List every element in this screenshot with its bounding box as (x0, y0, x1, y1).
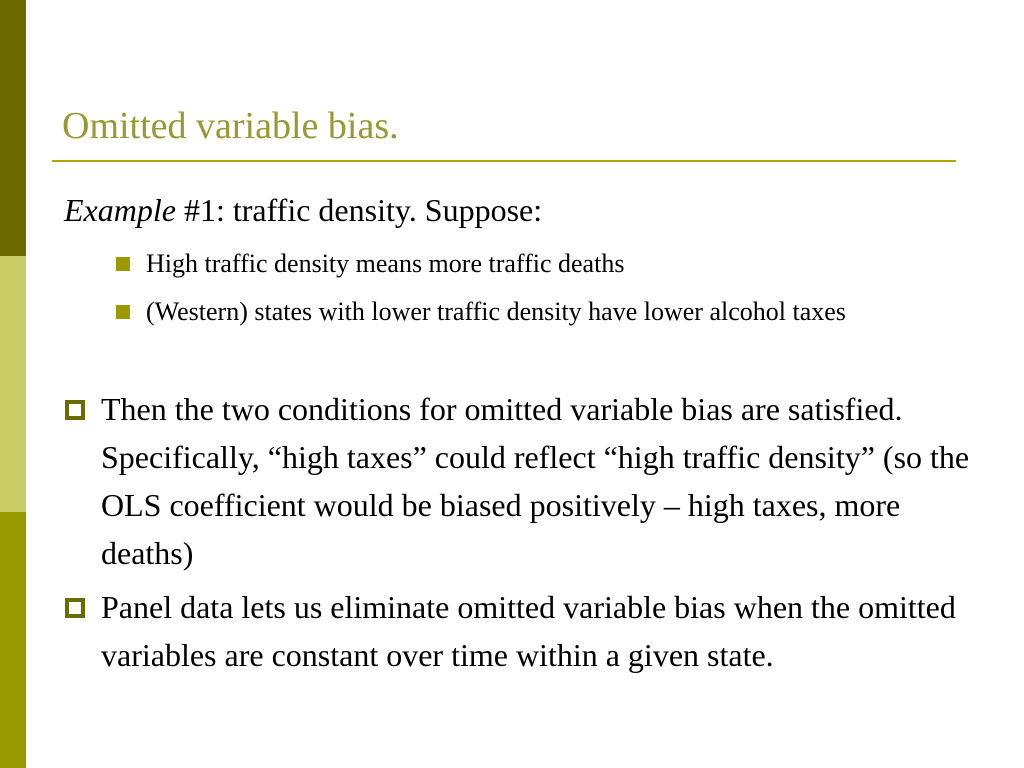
sub-bullet-list (116, 243, 976, 339)
side-bar-middle (0, 256, 26, 512)
main-bullet-item (64, 385, 984, 577)
intro-line (64, 188, 542, 232)
side-bar-top (0, 0, 26, 256)
title-divider (52, 160, 956, 162)
main-bullet-item (64, 583, 984, 679)
intro-text: #1: traffic density. Suppose: (175, 192, 543, 228)
sub-bullet-item (116, 243, 976, 285)
filled-square-bullet-icon (116, 257, 130, 271)
side-bar-bottom (0, 512, 26, 768)
hollow-square-bullet-icon (65, 400, 85, 420)
slide-title: Omitted variable bias. (62, 105, 399, 147)
sub-bullet-text: High traffic density means more traffic deaths (146, 249, 625, 278)
main-bullet-list (64, 385, 984, 685)
intro-emphasis: Example (64, 192, 176, 228)
main-bullet-text: Panel data lets us eliminate omitted variable bias when the omitted variables are constant over time within a given state. (101, 589, 956, 673)
main-bullet-text: Then the two conditions for omitted variable bias are satisfied. Specifically, “high taxes” could reflect “high traffic density” (so the OLS coefficient would be biased positively – high taxes, more deaths) (101, 391, 970, 571)
hollow-square-bullet-icon (65, 598, 85, 618)
sub-bullet-item (116, 291, 976, 333)
sub-bullet-text: (Western) states with lower traffic density have lower alcohol taxes (146, 297, 846, 326)
filled-square-bullet-icon (116, 305, 130, 319)
